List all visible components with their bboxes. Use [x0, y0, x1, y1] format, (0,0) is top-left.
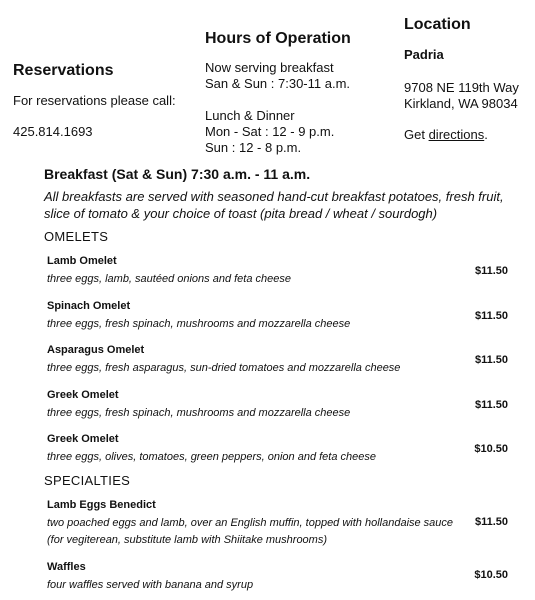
- item-name: Greek Omelet: [47, 433, 119, 445]
- item-name: Waffles: [47, 561, 86, 573]
- breakfast-title: Breakfast (Sat & Sun) 7:30 a.m. - 11 a.m.: [44, 166, 311, 182]
- menu-item: [47, 389, 517, 427]
- item-price: $10.50: [474, 569, 508, 581]
- location-title: Location: [404, 16, 471, 33]
- item-desc: three eggs, olives, tomatoes, green peppers, onion and feta cheese: [47, 451, 376, 463]
- item-price: $11.50: [474, 399, 508, 411]
- directions-link[interactable]: directions: [428, 127, 485, 142]
- reservations-phone[interactable]: 425.814.1693: [13, 124, 93, 139]
- item-desc-note: (for vegiterean, substitute lamb with Shiitake mushrooms): [47, 534, 328, 546]
- hours-title: Hours of Operation: [205, 30, 351, 47]
- menu-item: [47, 344, 517, 382]
- directions-suffix: .: [484, 127, 488, 142]
- hours-lunch-line2: Mon - Sat : 12 - 9 p.m.: [205, 124, 335, 139]
- section-specialties: SPECIALTIES: [44, 473, 131, 488]
- item-name: Lamb Eggs Benedict: [47, 499, 156, 511]
- item-desc: three eggs, fresh spinach, mushrooms and mozzarella cheese: [47, 407, 351, 419]
- item-price: $11.50: [474, 310, 508, 322]
- location-address2: Kirkland, WA 98034: [404, 96, 518, 111]
- directions-prefix: Get: [404, 127, 429, 142]
- menu-item: [47, 255, 517, 293]
- item-name: Greek Omelet: [47, 389, 119, 401]
- item-desc: four waffles served with banana and syrup: [47, 579, 254, 591]
- menu-item: [47, 499, 517, 553]
- location-name: Padria: [404, 47, 444, 62]
- location-directions: [404, 127, 488, 143]
- item-name: Asparagus Omelet: [47, 344, 145, 356]
- location-address1: 9708 NE 119th Way: [404, 80, 519, 95]
- item-desc: three eggs, fresh asparagus, sun-dried tomatoes and mozzarella cheese: [47, 362, 401, 374]
- item-price: $10.50: [474, 443, 508, 455]
- reservations-title: Reservations: [13, 62, 114, 79]
- hours-lunch-line3: Sun : 12 - 8 p.m.: [205, 140, 302, 155]
- menu-item: [47, 561, 517, 599]
- item-name: Lamb Omelet: [47, 255, 117, 267]
- hours-breakfast-line2: San & Sun : 7:30-11 a.m.: [205, 76, 351, 91]
- reservations-prompt: For reservations please call:: [13, 93, 176, 108]
- item-price: $11.50: [474, 265, 508, 277]
- item-desc: three eggs, lamb, sautéed onions and feta cheese: [47, 273, 292, 285]
- breakfast-note: All breakfasts are served with seasoned hand-cut breakfast potatoes, fresh fruit, slice of tomato & your choice of toast (pita bread / wheat / sourdogh): [44, 189, 504, 221]
- section-omelets: OMELETS: [44, 229, 109, 244]
- hours-lunch-line1: Lunch & Dinner: [205, 108, 295, 123]
- item-desc: two poached eggs and lamb, over an English muffin, topped with hollandaise sauce: [47, 517, 454, 529]
- item-name: Spinach Omelet: [47, 300, 131, 312]
- item-price: $11.50: [474, 516, 508, 528]
- menu-item: [47, 300, 517, 338]
- item-price: $11.50: [474, 354, 508, 366]
- item-desc: three eggs, fresh spinach, mushrooms and mozzarella cheese: [47, 318, 351, 330]
- hours-breakfast-line1: Now serving breakfast: [205, 60, 334, 75]
- menu-item: [47, 433, 517, 471]
